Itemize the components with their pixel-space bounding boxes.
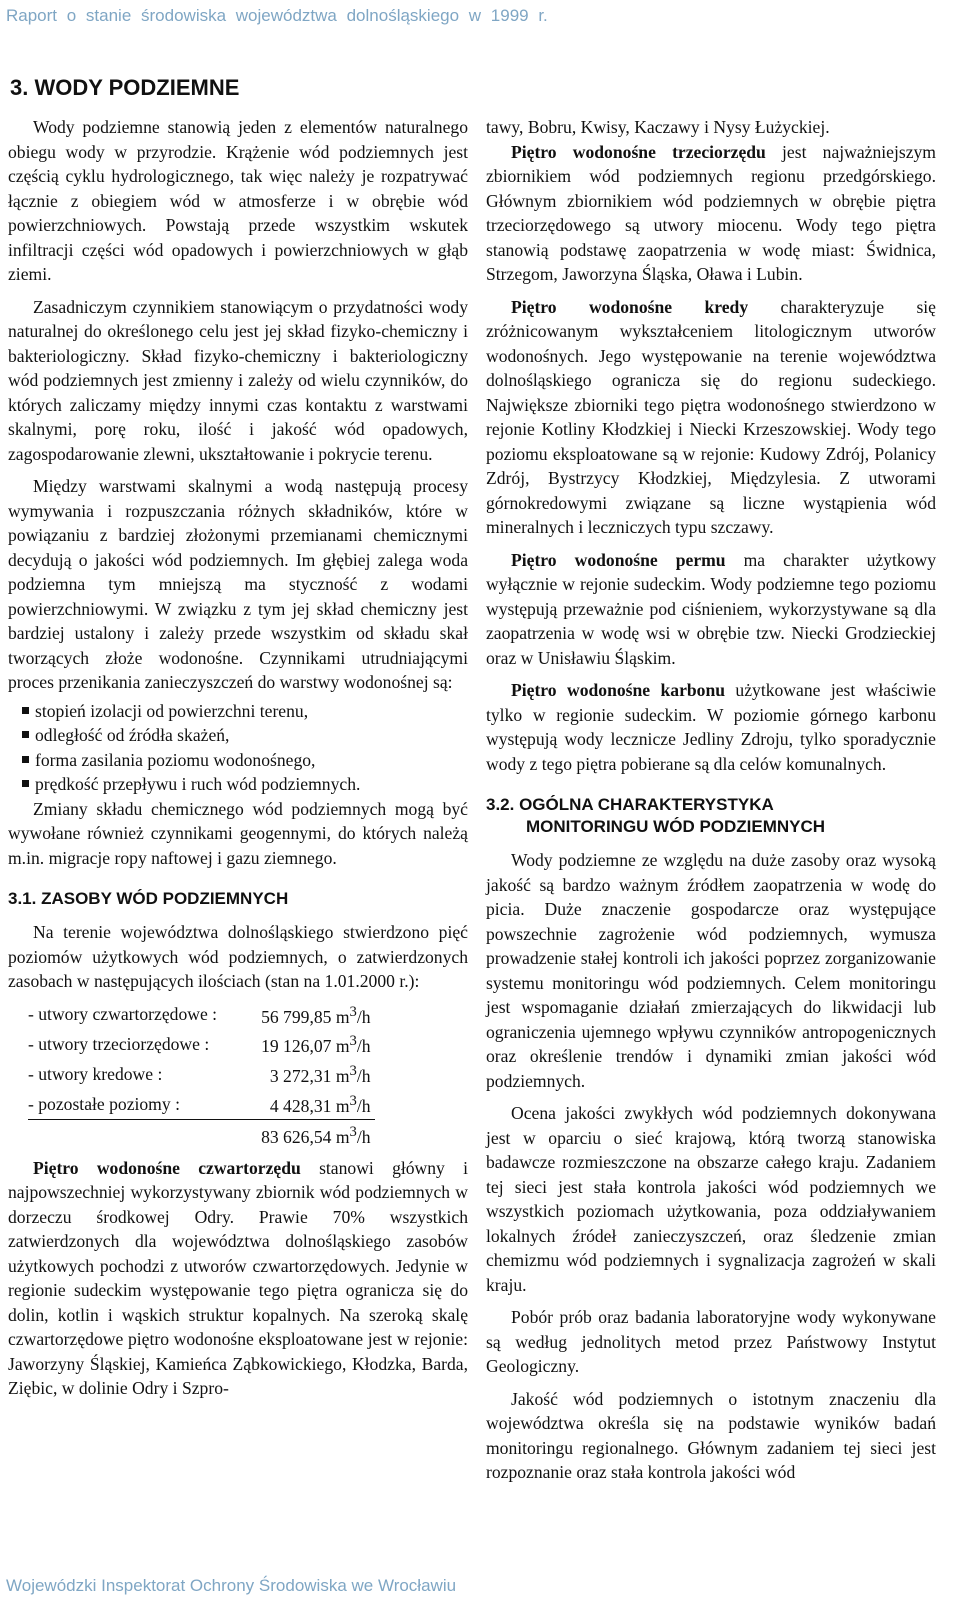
table-row	[28, 1089, 375, 1119]
table-row	[28, 1000, 375, 1030]
table-row	[28, 1029, 375, 1059]
paragraph: Zmiany składu chemicznego wód podziemnych mogą być wywołane również czynnikami geogennymi, do których należą m.in. migracje ropy naftowej i gazu ziemnego.	[8, 798, 468, 868]
list-item: forma zasilania poziomu wodonośnego,	[22, 748, 468, 773]
list-item: prędkość przepływu i ruch wód podziemnych.	[22, 772, 468, 797]
right-column	[486, 115, 936, 1485]
resource-value: 4 428,31 $m^3/h$	[221, 1089, 374, 1119]
paragraph: Ocena jakości zwykłych wód podziemnych dokonywana jest w oparciu o sieć krajową, którą tworzą stanowiska badawcze rozmieszczone na obszarze całego kraju. Zadaniem tej sieci jest stała kontrola jakości wód podziemnych we wszystkich poziomach użytkowania, poza oddziaływaniem lokalnych źródeł zanieczyszczeń, oraz śledzenie zmian chemizmu wód podziemnych i sygnalizacja zagrożeń w skali kraju.	[486, 1103, 936, 1295]
resource-value: 19 126,07 $m^3/h$	[261, 1033, 371, 1057]
bullet-list	[8, 699, 468, 797]
resource-label: - pozostałe poziomy :	[28, 1089, 221, 1119]
paragraph: Piętro wodonośne trzeciorzędu jest najważniejszym zbiornikiem wód podziemnych regionu przedgórskiego. Głównym zbiornikiem wód podziemnych w obrębie piętra trzeciorzędowego są utwory miocenu. Wody tego piętra stanowią podstawę zaopatrzenia w wodę miast: Świdnica, Strzegom, Jaworzyna Śląska, Oława i Lubin.	[486, 141, 936, 284]
paragraph: Wody podziemne ze względu na duże zasoby oraz wysoką jakość są bardzo ważnym źródłem zaopatrzenia w wodę do picia. Duże znaczenie gospodarcze oraz występujące powszechnie zagrożenie wód podziemnych, wymusza prowadzenie stałej kontroli ich jakości poprzez zorganizowanie systemu monitoringu wód podziemnych. Celem monitoringu jest wspomaganie działań zmierzających do likwidacji lub ograniczenia ujemnego wpływu czynników antropogenicznych oraz określenie trendów i dynamiki zmian jakości wód podziemnych.	[486, 850, 936, 1091]
subsection-title: 3.1. ZASOBY WÓD PODZIEMNYCH	[8, 889, 289, 908]
list-item: odległość od źródła skażeń,	[22, 723, 468, 748]
table-row-total	[28, 1119, 375, 1149]
resource-label: - utwory czwartorzędowe :	[28, 1003, 218, 1024]
table-row	[28, 1059, 375, 1089]
section-title: 3. WODY PODZIEMNE	[10, 75, 240, 100]
left-column	[8, 115, 468, 1401]
resource-value: 3 272,31 $m^3/h$	[269, 1063, 371, 1087]
resource-value: 56 799,85 $m^3/h$	[261, 1003, 371, 1027]
paragraph: Jakość wód podziemnych o istotnym znaczeniu dla województwa określa się na podstawie wyników badań monitoringu regionalnego. Głównym zadaniem tej sieci jest rozpoznanie oraz stała kontrola jakości wód	[486, 1388, 936, 1482]
paragraph: Piętro wodonośne karbonu użytkowane jest właściwie tylko w regionie sudeckim. W poziomie górnego karbonu występują wody lecznicze Jedliny Zdroju, tylko sporadycznie wody z tego piętra pobierane są dla celów komunalnych.	[486, 680, 936, 774]
paragraph: Wody podziemne stanowią jeden z elementów naturalnego obiegu wody w przyrodzie. Krążenie wód podziemnych jest częścią cyklu hydrologicznego, tak więc należy je rozpatrywać łącznie z obiegiem wód w atmosferze i w obrębie wód powierzchniowych. Powstają przede wszystkim wskutek infiltracji części wód opadowych i powierzchniowych w głąb ziemi.	[8, 117, 468, 284]
paragraph: Zasadniczym czynnikiem stanowiącym o przydatności wody naturalnej do określonego celu jest jej skład fizyko-chemiczny i bakteriologiczny. Skład fizyko-chemiczny i bakteriologiczny wód podziemnych jest zmienny i zależy od wielu czynników, do których zaliczamy między innymi czas kontaktu z warstwami skalnymi, porę roku, ilość i jakość wód opadowych, zagospodarowanie zlewni, ukształtowanie i pokrycie terenu.	[8, 296, 468, 464]
resource-label: - utwory kredowe :	[28, 1063, 163, 1084]
list-item: stopień izolacji od powierzchni terenu,	[22, 699, 468, 724]
subsection-title: 3.2. OGÓLNA CHARAKTERYSTYKA MONITORINGU WÓD PODZIEMNYCH	[486, 795, 826, 836]
paragraph: Piętro wodonośne czwartorzędu stanowi główny i najpowszechniej wykorzystywany zbiornik wód podziemnych w dorzeczu środkowej Odry. Prawie 70% wszystkich zatwierdzonych dla województwa dolnośląskiego zasobów użytkowych pochodzi z utworów czwartorzędowych. Jedynie w regionie sudeckim występowanie tego piętra ogranicza się do dolin, kotlin i wąskich struktur kopalnych. Na szeroką skalę czwartorzędowe piętro wodonośne eksploatowane jest w rejonie: Jaworzyny Śląskiej, Kamieńca Ząbkowickiego, Kłodzka, Barda, Ziębic, w dolinie Odry i Szpro-	[8, 1157, 468, 1399]
resource-label: - utwory trzeciorzędowe :	[28, 1033, 210, 1054]
resources-table	[28, 1000, 375, 1150]
paragraph: tawy, Bobru, Kwisy, Kaczawy i Nysy Łużyckiej.	[486, 117, 830, 137]
paragraph: Na terenie województwa dolnośląskiego stwierdzono pięć poziomów użytkowych wód podziemnych, o zatwierdzonych zasobach w następujących ilościach (stan na 1.01.2000 r.):	[8, 922, 468, 991]
paragraph: Pobór prób oraz badania laboratoryjne wody wykonywane są według jednolitych metod przez Państwowy Instytut Geologiczny.	[486, 1307, 936, 1376]
page-header: Raport o stanie środowiska województwa dolnośląskiego w 1999 r.	[6, 6, 548, 25]
page-footer: Wojewódzki Inspektorat Ochrony Środowiska we Wrocławiu	[6, 1576, 457, 1595]
paragraph: Między warstwami skalnymi a wodą następują procesy wymywania i rozpuszczania różnych składników, które w powiązaniu z bardziej złożonymi przemianami chemicznymi decydują o jakości wód podziemnych. Im głębiej zalega woda podziemna tym mniejszą ma styczność z wodami powierzchniowymi. W związku z tym jej skład chemiczny jest bardziej ustalony i zależy przede wszystkim od składu skał tworzących złoże wodonośne. Czynnikami utrudniającymi proces przenikania zanieczyszczeń do warstwy wodonośnej są:	[8, 476, 468, 692]
resource-total: 83 626,54 $m^3/h$	[261, 1123, 371, 1147]
paragraph: Piętro wodonośne permu ma charakter użytkowy wyłącznie w rejonie sudeckim. Wody podziemne tego poziomu występują przeważnie pod ciśnieniem, wykorzystywane są dla zaopatrzenia w wodę wsi w obrębie tzw. Niecki Grodzieckiej oraz w Unisławiu Śląskim.	[486, 549, 936, 668]
paragraph: Piętro wodonośne kredy charakteryzuje się zróżnicowanym wykształceniem litologicznym utworów wodonośnych. Jego występowanie na terenie województwa dolnośląskiego ogranicza się do regionu sudeckiego. Największe zbiorniki tego piętra wodonośnego stwierdzono w rejonie Kotliny Kłodzkiej i Niecki Krzeszowskiej. Wody tego poziomu eksploatowane są w rejonie: Kudowy Zdrój, Polanicy Zdrój, Bystrzycy Kłodzkiej, Międzylesia. Z utworami górnokredowymi związane są liczne wystąpienia wód mineralnych i leczniczych typu szczawy.	[486, 296, 936, 537]
